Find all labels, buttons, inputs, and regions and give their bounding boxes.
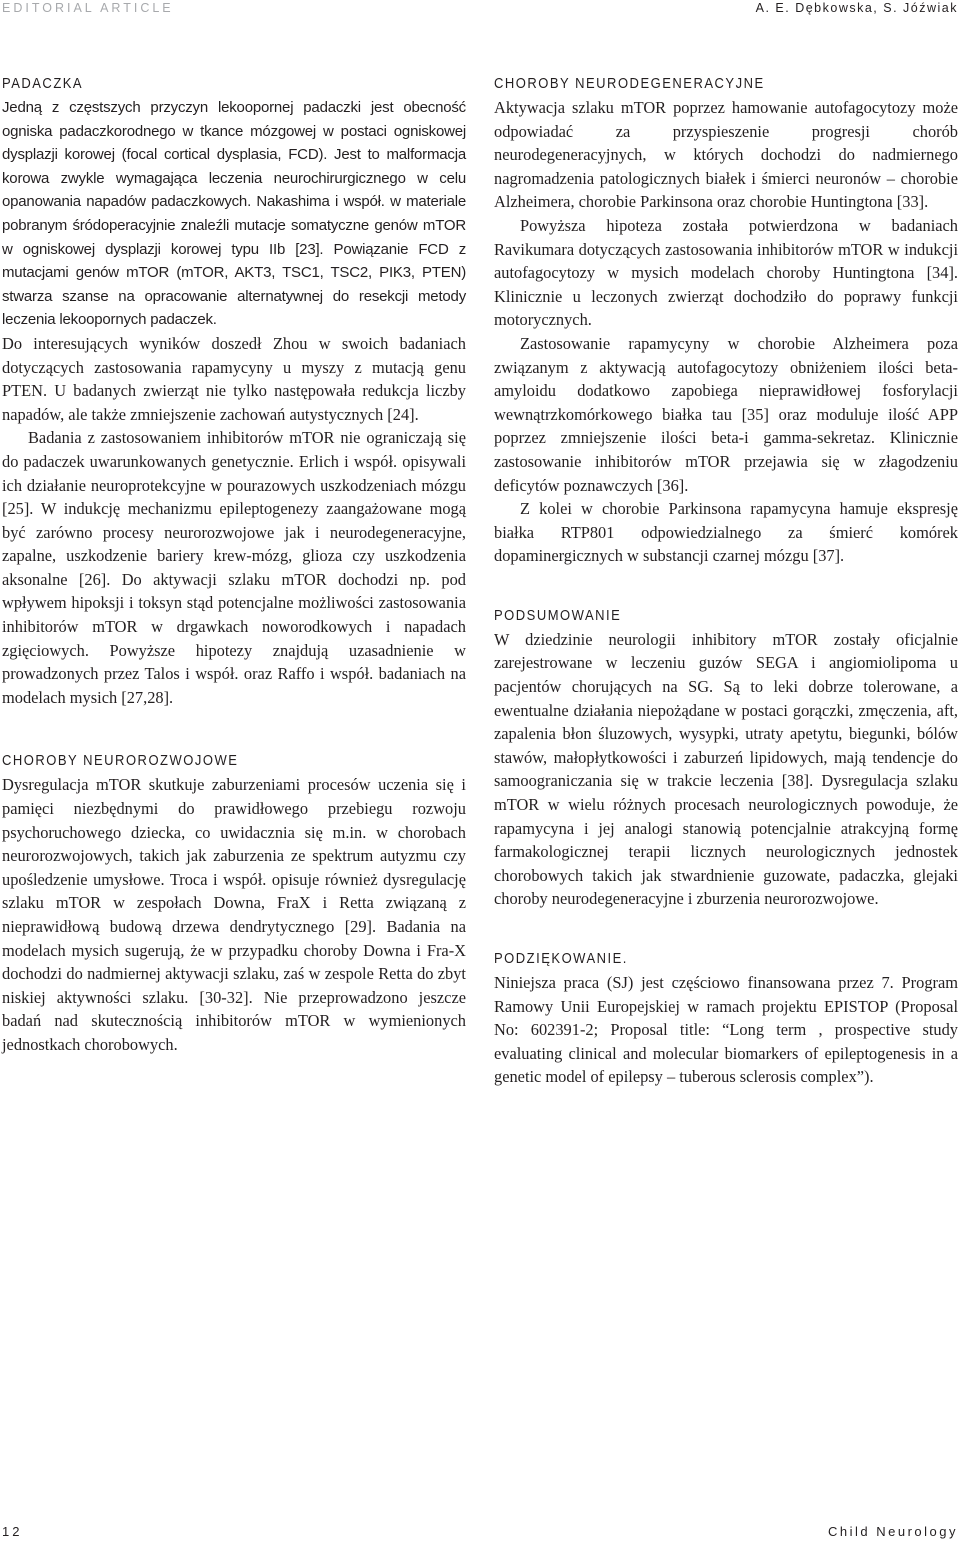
page-footer (0, 1524, 960, 1542)
running-head (0, 0, 960, 20)
paragraph: W dziedzinie neurologii inhibitory mTOR zostały oficjalnie zarejestrowane w leczeniu guzów SEGA i angiomiolipoma u pacjentów chorujących na SG. Są to leki dobrze tolerowane, a ewentualne działania niepożądane w postaci gorączki, zmęczenia, aft, zapalenia błon śluzowych, wysypki, utraty apetytu, biegunki, bólów stawów, małopłytkowości i zaburzeń lipidowych, mają tendencje do samoograniczania się w trakcie leczenia [38]. Dysregulacja szlaku mTOR w wielu różnych procesach neurologicznych powoduje, że rapamycyna i jej analogi stanowią potencjalnie atrakcyjną formę farmakologicznej terapii licznych neurologicznych jednostek chorobowych takich jak stwardnienie guzowate, padaczka, glejaki choroby neurodegeneracyjne i zburzenia neurorozwojowe. (494, 629, 958, 909)
paragraph: Zastosowanie rapamycyny w chorobie Alzheimera poza związanym z aktywacją autofagocytozy obniżeniem ilości beta-amyloidu dodatkowo zapobiega nieprawidłowej fosforylacji wewnątrzkomórkowego białka tau [35] oraz moduluje ilość APP poprzez zmniejszenie ilości beta-i gamma-sekretaz. Klinicznie zastosowanie inhibitorów mTOR przejawia się w złagodzeniu deficytów poznawczych [36]. (494, 333, 958, 495)
section-spacer (2, 709, 466, 749)
section-heading-choroby-neurodegeneracyjne: CHOROBY NEURODEGENERACYJNE (494, 74, 765, 92)
section-heading-podziekowanie: PODZIĘKOWANIE. (494, 949, 628, 967)
paragraph: Z kolei w chorobie Parkinsona rapamycyna hamuje ekspresję białka RTP801 odpowiedzialnego za śmierć komórek dopaminergicznych w substancji czarnej mózgu [37]. (494, 499, 958, 566)
paragraph: Niniejsza praca (SJ) jest częściowo finansowana przez 7. Program Ramowy Unii Europejskiej w ramach projektu EPISTOP (Proposal No: 602391-2; Proposal title: “Long term , prospective study evaluating clinical and molecular biomarkers of epileptogenesis in a genetic model of epilepsy – tuberous sclerosis complex”). (494, 973, 958, 1087)
section-spacer (494, 568, 958, 604)
journal-name: Child Neurology (828, 1524, 958, 1539)
authors-label: A. E. Dębkowska, S. Jóźwiak (755, 1, 958, 15)
paragraph: Powyższa hipoteza została potwierdzona w badaniach Ravikumara dotyczących zastosowania inhibitorów mTOR w indukcji autofagocytozy w mysich modelach choroby Huntingtona [34]. Klinicznie u leczonych zwierząt dochodziło do poprawy funkcji motorycznych. (494, 215, 958, 330)
paragraph: Jedną z częstszych przyczyn lekoopornej padaczki jest obecność ogniska padaczkorodnego w tkance mózgowej w postaci ogniskowej dysplazji korowej (focal cortical dysplasia, FCD). Jest to malformacja korowa zwykle wymagająca leczenia neurochirurgicznego w celu opanowania napadów padaczkowych. Nakashima i współ. w materiale pobranym śródoperacyjnie znaleźli mutacje somatyczne genów mTOR w ogniskowej dysplazji korowej typu IIb [23]. Powiązanie FCD z mutacjami genów mTOR (mTOR, AKT3, TSC1, TSC2, PIK3, PTEN) stwarza szanse na opracowanie alternatywnej do resekcji metody leczenia lekoopornych padaczek. (2, 99, 466, 329)
paragraph: Do interesujących wyników doszedł Zhou w swoich badaniach dotyczących zastosowania rapamycyny u myszy z mutacją genu PTEN. U badanych zwierząt nie tylko następowała redukcja liczby napadów, ale także zmniejszenie zachowań autystycznych [24]. (2, 333, 466, 424)
section-heading-podsumowanie: PODSUMOWANIE (494, 606, 622, 624)
section-heading-padaczka: PADACZKA (2, 74, 84, 92)
right-column (494, 72, 958, 1089)
article-type-label: EDITORIAL ARTICLE (2, 1, 174, 15)
page-number: 12 (2, 1524, 23, 1539)
paragraph: Aktywacja szlaku mTOR poprzez hamowanie autofagocytozy może odpowiadać za przyspieszenie progresji chorób neurodegeneracyjnych, w których dochodzi do nadmiernego nagromadzenia patologicznych białek i śmierci neuronów – chorobie Alzheimera, chorobie Parkinsona oraz chorobie Huntingtona [33]. (494, 98, 958, 212)
paragraph: Badania z zastosowaniem inhibitorów mTOR nie ograniczają się do padaczek uwarunkowanych genetycznie. Erlich i współ. opisywali ich działanie neuroprotekcyjne w pourazowych uszkodzeniach mózgu [25]. W indukcję mechanizmu epileptogenezy zaangażowane mogą być zarówno procesy neurorozwojowe jak i neurodegeneracyjne, zapalne, uszkodzenie bariery krew-mózg, glioza czy uszkodzenia aksonalne [26]. Do aktywacji szlaku mTOR dochodzi np. pod wpływem hipoksji i toksyn stąd potencjalne możliwości zastosowania inhibitorów mTOR w drgawkach noworodkowych i napadach zgięciowych. Powyższe hipotezy znajdują uzasadnienie w prowadzonych przez Talos i współ. oraz Raffo i współ. badaniach na modelach mysich [27,28]. (2, 428, 466, 707)
left-column (2, 72, 466, 1057)
section-spacer (494, 911, 958, 947)
section-heading-choroby-neurorozwojowe: CHOROBY NEUROROZWOJOWE (2, 751, 239, 769)
paragraph: Dysregulacja mTOR skutkuje zaburzeniami procesów uczenia się i pamięci niezbędnymi do prawidłowego przebiegu rozwoju psychoruchowego dziecka, co uwidacznia się m.in. w chorobach neurorozwojowych, takich jak zaburzenia ze spektrum autyzmu czy upośledzenie umysłowe. Troca i współ. opisuje również dysregulację szlaku mTOR w zespołach Downa, FraX i Retta związaną z nieprawidłową budową drzewa dendrytycznego [29]. Badania na modelach mysich sugerują, że w przypadku choroby Downa i Fra-X dochodzi do nadmiernej aktywacji szlaku, zaś w zespole Retta do zbyt niskiej aktywności szlaku. [30-32]. Nie przeprowadzono jeszcze badań nad skutecznością inhibitorów mTOR w wymienionych jednostkach chorobowych. (2, 775, 466, 1054)
